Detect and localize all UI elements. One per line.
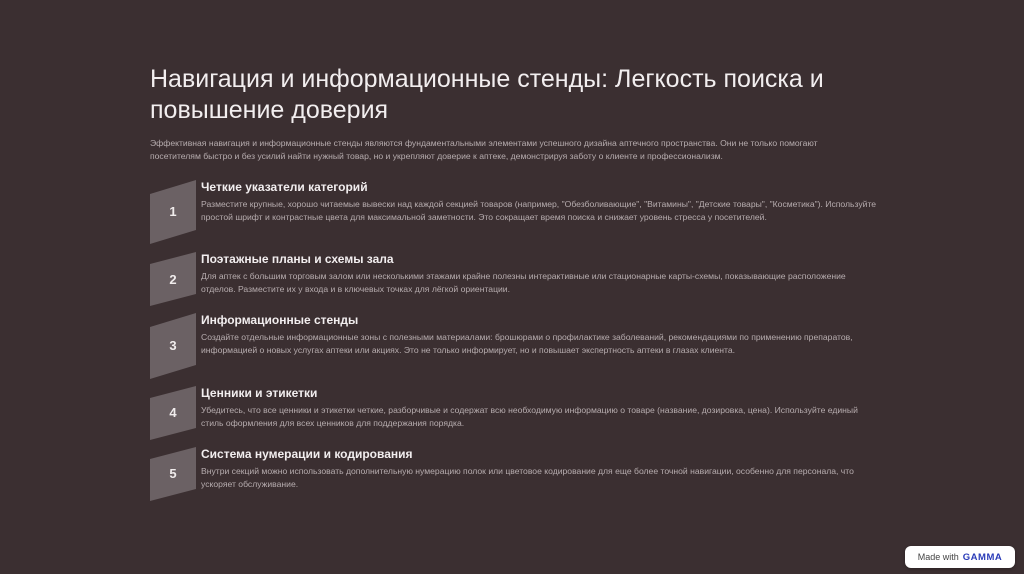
step-number: 1 — [169, 204, 177, 219]
number-block — [150, 252, 196, 314]
number-block — [150, 313, 196, 375]
step-description: Разместите крупные, хорошо читаемые вывески над каждой секцией товаров (например, "Обезболивающие", "Витамины", "Детские товары", "Косметика"). Используйте простой шрифт и контрастные цвета для максимальной заметности. Это сокращает время поиска и снижает уровень стресса у посетителей. — [201, 199, 877, 222]
step-title: Информационные стенды — [201, 313, 359, 327]
step-title: Поэтажные планы и схемы зала — [201, 252, 394, 266]
step-item — [150, 447, 890, 517]
step-item — [150, 180, 890, 250]
badge-made-with-label: Made with — [917, 552, 959, 562]
step-item — [150, 386, 890, 456]
gamma-logo: GAMMA — [962, 551, 1003, 563]
number-block — [150, 386, 196, 448]
step-item — [150, 313, 890, 383]
number-block — [150, 447, 196, 509]
intro-paragraph: Эффективная навигация и информационные стенды являются фундаментальными элементами успешного дизайна аптечного пространства. Они не только помогают посетителям быстро и без усилий найти нужный товар, но и укрепляют доверие к аптеке, демонстрируя заботу о клиенте и профессионализм. — [150, 138, 818, 161]
step-number: 4 — [169, 405, 177, 420]
step-number: 2 — [169, 272, 177, 287]
step-title: Система нумерации и кодирования — [201, 447, 413, 461]
step-number: 5 — [169, 466, 177, 481]
step-number: 3 — [169, 338, 177, 353]
step-title: Ценники и этикетки — [201, 386, 318, 400]
step-title: Четкие указатели категорий — [201, 180, 368, 194]
number-block — [150, 180, 196, 242]
step-item — [150, 252, 890, 322]
step-description: Создайте отдельные информационные зоны с полезными материалами: брошюрами о профилактике заболеваний, рекомендациями по применению препаратов, информацией о новых услугах аптеки или акциях. Это не только информирует, но и повышает экспертность аптеки в глазах клиента. — [201, 332, 853, 355]
made-with-gamma-badge[interactable] — [905, 546, 1015, 568]
slide-title: Навигация и информационные стенды: Легкость поиска и повышение доверия — [150, 65, 824, 124]
step-description: Для аптек с большим торговым залом или несколькими этажами крайне полезны интерактивные или стационарные карты-схемы, показывающие расположение отделов. Разместите их у входа и в ключевых точках для лёгкой ориентации. — [201, 271, 846, 294]
step-description: Убедитесь, что все ценники и этикетки четкие, разборчивые и содержат всю необходимую информацию о товаре (название, дозировка, цена). Используйте единый стиль оформления для всех ценников для поддержания порядка. — [201, 405, 858, 428]
step-description: Внутри секций можно использовать дополнительную нумерацию полок или цветовое кодирование для еще более точной навигации, особенно для персонала, что ускоряет обслуживание. — [201, 466, 854, 489]
